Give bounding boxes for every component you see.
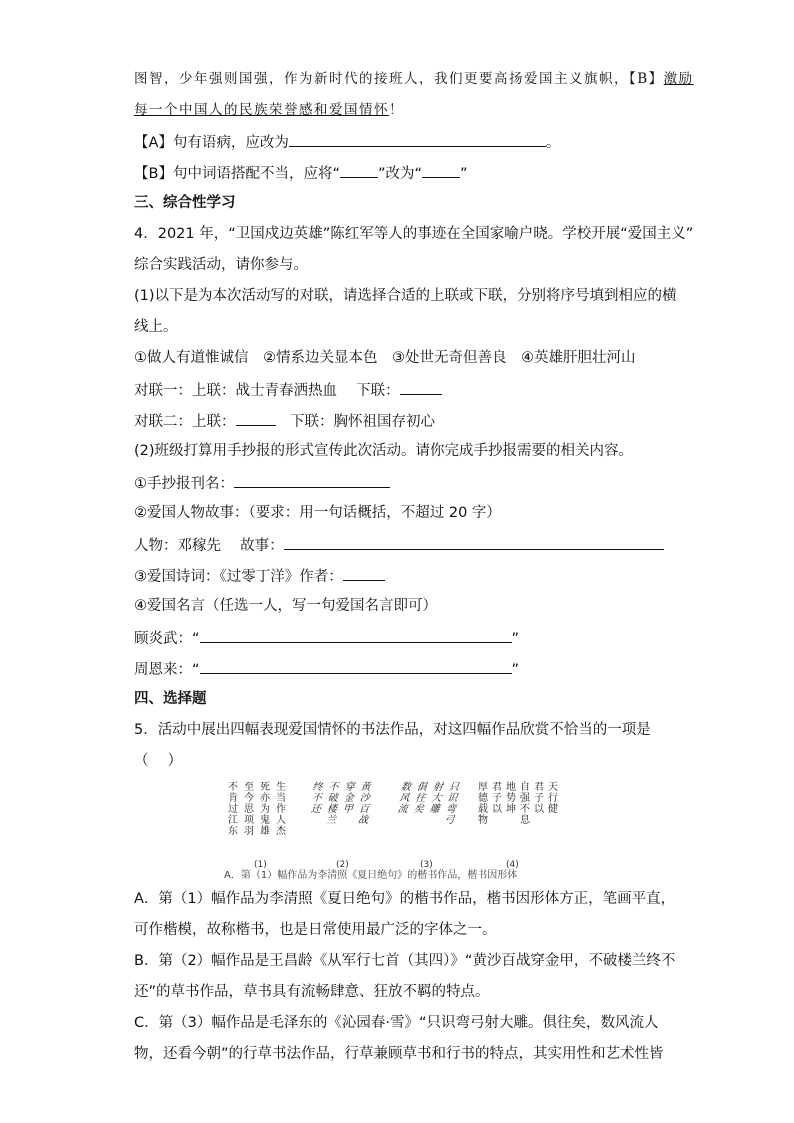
section-heading: 三、综合性学习 [134, 195, 236, 211]
answer-blank[interactable] [200, 627, 512, 643]
question-text: 4．2021 年，“卫国戍边英雄”陈红军等人的事迹在全国家喻户晓。学校开展“爱国主义” [134, 226, 694, 242]
option-b: B．第（2）幅作品是王昌龄《从军行七首（其四）》“黄沙百战穿金甲，不破楼兰终不 [134, 953, 676, 969]
calligraphy-panel-3 [384, 782, 467, 862]
calligraphy-column: 数风流 [396, 782, 412, 815]
question-text: 线上。 [134, 319, 178, 335]
calligraphy-panel-1 [224, 782, 294, 862]
calligraphy-column: 至今思项羽 [244, 782, 254, 837]
calligraphy-column: 黄沙百战 [357, 782, 371, 826]
calligraphy-column: 天行健 [548, 782, 558, 815]
calligraphy-column: 俱往矣 [412, 782, 428, 815]
figure-label: (2) [336, 860, 349, 870]
calligraphy-column: 君子以 [534, 782, 544, 815]
couplet-2: 对联二：上联： 下联：胸怀祖国存初心 [134, 410, 435, 432]
question-text: (2)班级打算用手抄报的形式宣传此次活动。请你完成手抄报需要的相关内容。 [134, 443, 634, 459]
item-2: ②爱国人物故事：（要求：用一句话概括，不超过 20 字） [134, 505, 501, 521]
section-heading: 四、选择题 [134, 691, 207, 707]
answer-blank[interactable] [284, 534, 664, 550]
option-a-cont: 可作楷模，故称楷书，也是日常使用最广泛的字体之一。 [134, 922, 497, 938]
answer-a-line: 【A】句有语病，应改为 。 [134, 131, 560, 153]
calligraphy-column: 君子以 [492, 782, 502, 815]
answer-blank[interactable] [400, 379, 442, 395]
quote-gu: 顾炎武：“ ” [134, 627, 519, 649]
person-line: 人物：邓稼先 故事： [134, 534, 664, 556]
calligraphy-column: 生当作人杰 [276, 782, 286, 837]
answer-b-line: 【B】句中词语搭配不当，应将“ ”改为“ ” [134, 162, 468, 184]
question-text: 综合实践活动，请你参与。 [134, 257, 308, 273]
figure-caption-cropped: A．第（1）幅作品为李清照《夏日绝句》的楷书作品，楷书因形体 [224, 870, 518, 881]
answer-blank[interactable] [236, 410, 276, 426]
passage-line-1 [134, 69, 694, 89]
passage-line-2: 每一个中国人的民族荣誉感和爱国情怀！ [134, 102, 404, 118]
item-3: ③爱国诗词：《过零丁洋》作者： [134, 565, 385, 587]
calligraphy-column: 厚德载物 [478, 782, 488, 826]
calligraphy-column: 穿金甲 [342, 782, 355, 815]
question-text: (1)以下是为本次活动写的对联，请选择合适的上联或下联，分别将序号填到相应的横 [134, 288, 677, 304]
couplet-1: 对联一：上联：战士青春洒热血 下联： [134, 379, 442, 401]
question-text: 5．活动中展出四幅表现爱国情怀的书法作品，对这四幅作品欣赏不恰当的一项是 [134, 722, 651, 738]
calligraphy-column: 只识弯弓 [443, 782, 460, 826]
figure-label: (1) [254, 860, 267, 870]
quote-zhou: 周恩来：“ ” [134, 658, 519, 680]
answer-blank[interactable] [289, 131, 546, 147]
underlined-phrase: 每一个中国人的民族荣誉感和爱国情怀 [134, 102, 389, 118]
option-b-cont: 还”的草书作品，草书具有流畅肆意、狂放不羁的特点。 [134, 984, 490, 1000]
answer-blank[interactable] [340, 162, 378, 178]
calligraphy-column: 射大雕 [428, 782, 444, 815]
underlined-phrase: 激励 [663, 71, 694, 87]
passage-text: 图智，少年强则国强，作为新时代的接班人，我们更要高扬爱国主义旗帜，【B】 [134, 71, 664, 87]
calligraphy-column: 终不还 [310, 782, 323, 815]
item-4: ④爱国名言（任选一人，写一句爱国名言即可） [134, 598, 437, 614]
figure-label: (3) [420, 860, 433, 870]
calligraphy-column: 不破楼兰 [325, 782, 339, 826]
option-a: A．第（1）幅作品为李清照《夏日绝句》的楷书作品，楷书因形体方正，笔画平直， [134, 891, 676, 907]
calligraphy-panel-4 [474, 782, 562, 862]
answer-blank[interactable] [234, 472, 390, 488]
option-c-cont: 物，还看今朝”的行草书法作品，行草兼顾草书和行书的特点，其实用性和艺术性皆 [134, 1046, 664, 1062]
calligraphy-column: 自强不息 [520, 782, 530, 826]
calligraphy-figure [224, 780, 562, 881]
figure-label: (4) [506, 860, 519, 870]
option-c: C．第（3）幅作品是毛泽东的《沁园春·雪》“只识弯弓射大雕。俱往矣，数风流人 [134, 1015, 659, 1031]
answer-blank[interactable] [343, 565, 385, 581]
answer-parens: （ ） [134, 753, 183, 769]
answer-blank[interactable] [422, 162, 460, 178]
calligraphy-column: 死亦为鬼雄 [260, 782, 270, 837]
calligraphy-panel-2 [303, 782, 381, 862]
item-1: ①手抄报刊名： [134, 472, 390, 494]
options-line: ①做人有道惟诚信 ②情系边关显本色 ③处世无奇但善良 ④英雄肝胆壮河山 [134, 350, 636, 366]
calligraphy-column: 不肯过江东 [228, 782, 238, 837]
calligraphy-column: 地势坤 [506, 782, 516, 815]
answer-blank[interactable] [200, 658, 512, 674]
